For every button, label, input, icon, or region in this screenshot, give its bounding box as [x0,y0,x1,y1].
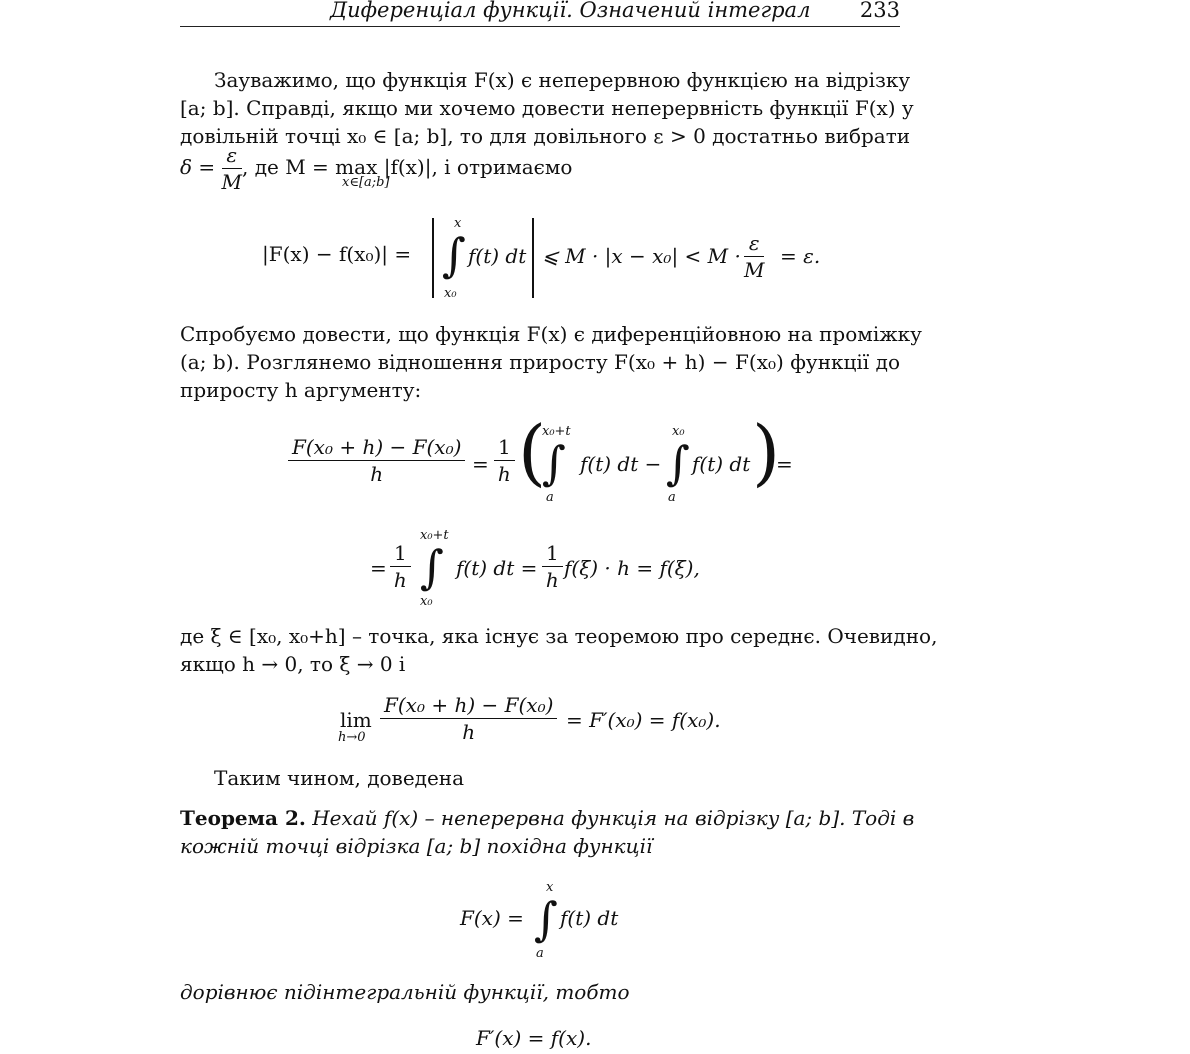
eq5-lower: a [536,946,544,961]
eq2-int1-sign: ∫ [542,436,566,490]
eq4-den: h [462,720,476,744]
delta-num: ε [222,142,242,169]
paragraph-2 [180,320,922,404]
p1-line-2: [a; b]. Справді, якщо ми хочемо довести неперервність функції F(x) у [180,96,914,120]
eq2-lhs-den: h [370,462,384,486]
eq2-right-paren: ) [752,410,781,494]
theorem-label: Теорема 2. [180,806,306,830]
eq3-one-over-h-2 [542,540,563,593]
eq1-left: |F(x) − f(x₀)| = [262,242,412,266]
eq1-integral-sign: ∫ [442,228,466,282]
p2-line-1: Спробуємо довести, що функція F(x) є диференційовною на проміжку [180,322,922,346]
eq3-one-over-h [390,540,411,593]
theorem-2 [180,804,915,860]
paragraph-3 [180,622,938,678]
abs-bar-right [532,218,534,298]
eq2-int2-sign: ∫ [666,436,690,490]
page-number: 233 [859,0,900,22]
p1-line-4-rest: , де M = max |f(x)|, і отримаємо [242,155,573,179]
eq3-h: h [393,568,407,592]
eq6: F′(x) = f(x). [476,1026,592,1050]
delta-fraction [222,142,242,195]
eq5-body: f(t) dt [560,906,619,930]
eq1-fraction [744,230,764,283]
eq2-end: = [776,452,793,476]
eq2-int1-body: f(t) dt − [580,452,662,476]
eq3-one-2: 1 [542,540,563,567]
eq2-int1-lower: a [546,490,554,505]
eq1-frac-num: ε [744,230,764,257]
running-header [180,0,900,27]
eq1-upper-limit: x [454,216,462,231]
eq1-integrand: f(t) dt [468,244,527,268]
p2-line-3: приросту h аргументу: [180,378,422,402]
eq2-equals: = [472,452,489,476]
max-subscript: x∈[a;b] [342,175,390,190]
eq3-upper: x₀+t [420,528,449,543]
p1-line-1: Зауважимо, що функція F(x) є неперервною функцією на відрізку [214,68,911,92]
eq4-lim: lim [340,708,372,732]
eq3-lower: x₀ [420,594,433,609]
eq4-num: F(x₀ + h) − F(x₀) [380,692,557,719]
paragraph-5 [180,978,900,1006]
p3-line-2: якщо h → 0, то ξ → 0 і [180,652,406,676]
eq2-int2-lower: a [668,490,676,505]
eq2-left-paren: ( [518,410,547,494]
eq2-int2-body: f(t) dt [692,452,751,476]
page [180,0,938,1054]
eq1-frac-den: M [744,258,765,282]
abs-bar-left [432,218,434,298]
eq2-one: 1 [494,434,515,461]
p3-line-1: де ξ ∈ [x₀, x₀+h] – точка, яка існує за теоремою про середнє. Очевидно, [180,624,938,648]
p2-line-2: (a; b). Розглянемо відношення приросту F(x₀ + h) − F(x₀) функції до [180,350,900,374]
paragraph-4 [180,764,900,792]
eq3-int-sign: ∫ [420,540,444,594]
p4-text: Таким чином, доведена [214,766,465,790]
eq3-one: 1 [390,540,411,567]
eq3-start: = [370,556,387,580]
theorem-line-1-text: Нехай f(x) – неперервна функція на відрізку [a; b]. Тоді в [312,806,915,830]
eq3-h-2: h [545,568,559,592]
eq2-int2-upper: x₀ [672,424,685,439]
eq5-int-sign: ∫ [534,892,558,946]
theorem-line-1 [180,804,915,832]
delta-den: M [221,170,242,194]
eq3-body: f(t) dt = [456,556,538,580]
theorem-line-2: кожній точці відрізка [a; b] похідна функції [180,834,653,858]
paragraph-1 [180,66,914,150]
eq2-one-over-h [494,434,515,487]
eq1-end: = ε. [780,244,821,268]
eq2-int1-upper: x₀+t [542,424,571,439]
delta-def: δ = [180,155,216,179]
p1-line-3: довільній точці x₀ ∈ [a; b], то для довільного ε > 0 достатньо вибрати [180,124,911,148]
eq5-left: F(x) = [460,906,524,930]
eq1-right: ⩽ M · |x − x₀| < M · [542,244,741,268]
p5-text: дорівнює підінтегральній функції, тобто [180,980,630,1004]
eq4-fraction [380,692,557,745]
eq2-lhs-fraction [288,434,465,487]
header-title: Диференціал функції. Означений інтеграл [330,0,811,22]
eq4-right: = F′(x₀) = f(x₀). [566,708,721,732]
eq1-lower-limit: x₀ [444,286,457,301]
eq2-h: h [497,462,511,486]
eq2-lhs-num: F(x₀ + h) − F(x₀) [288,434,465,461]
eq4-lim-sub: h→0 [338,730,366,745]
eq5-upper: x [546,880,554,895]
eq3-body2: f(ξ) · h = f(ξ), [564,556,700,580]
